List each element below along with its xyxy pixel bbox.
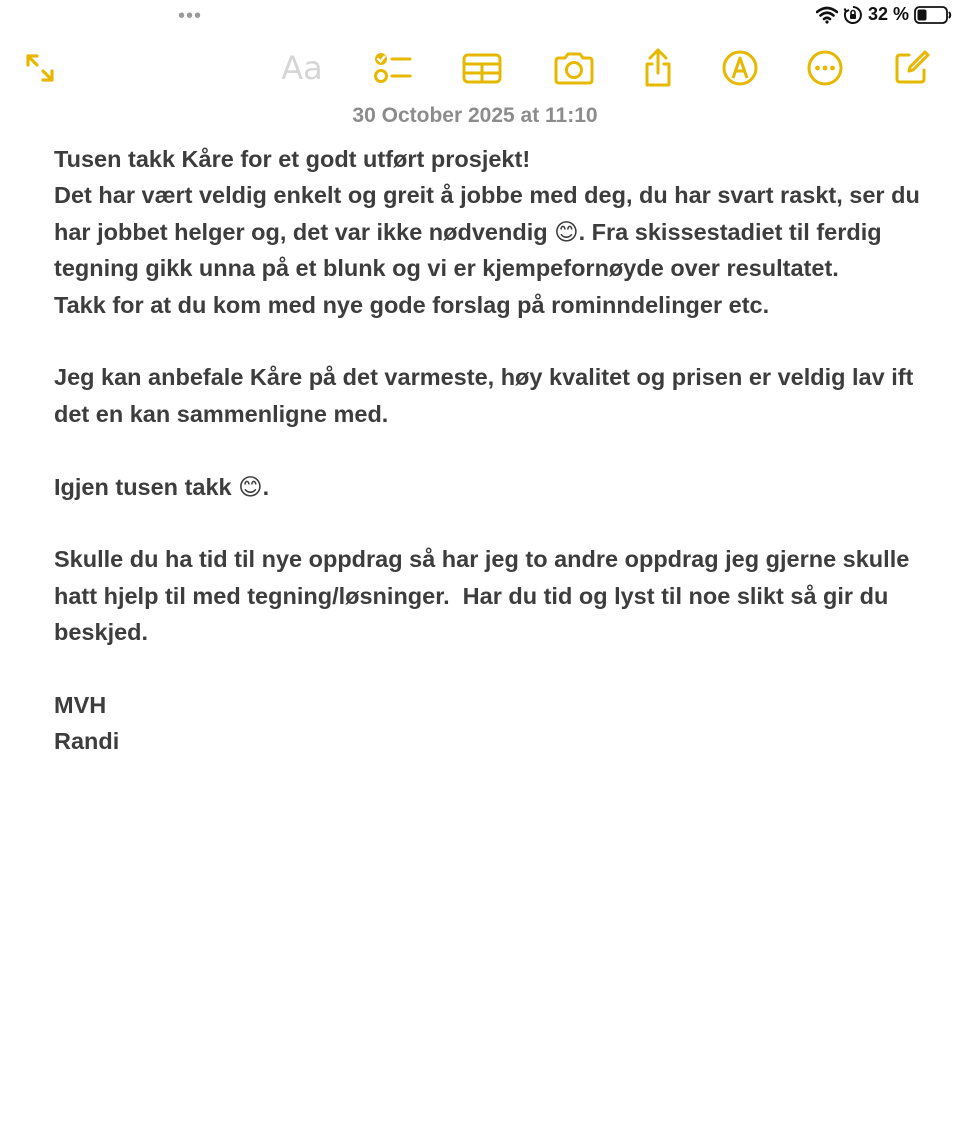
note-line: Skulle du ha tid til nye oppdrag så har jeg to andre oppdrag jeg gjerne skulle hatt hjelp til med tegning/løsninger. Har du tid og lyst til noe slikt så gir du beskjed.: [54, 546, 916, 646]
note-line: Randi: [54, 728, 120, 755]
orientation-lock-icon: [843, 5, 863, 25]
note-line: Takk for at du kom med nye gode forslag på rominndelinger etc.: [54, 291, 770, 318]
note-line: MVH: [54, 692, 107, 719]
markup-pen-icon[interactable]: [719, 44, 761, 92]
note-line: Tusen takk Kåre for et godt utført prosjekt!: [54, 146, 531, 172]
status-bar: [0, 0, 960, 30]
expand-arrows-icon[interactable]: [20, 44, 60, 92]
share-icon[interactable]: [638, 44, 678, 92]
blank-line: [54, 323, 924, 359]
note-line: Det har vært veldig enkelt og greit å jobbe med deg, du har svart raskt, ser du har jobbet helger og, det var ikke nødvendig 😊. Fra skissestadiet til ferdig tegning gikk unna på et blunk og vi er kjempefornøyde over resultatet.: [54, 182, 927, 282]
notes-toolbar: [0, 44, 960, 92]
status-indicators: [816, 4, 952, 25]
more-ellipsis-icon[interactable]: [804, 44, 846, 92]
camera-icon[interactable]: [551, 44, 597, 92]
compose-icon[interactable]: [890, 44, 932, 92]
note-line: Jeg kan anbefale Kåre på det varmeste, høy kvalitet og prisen er veldig lav ift det en kan sammenligne med.: [54, 364, 920, 427]
multitasking-dots-icon[interactable]: •••: [178, 5, 203, 27]
battery-percent: 32 %: [867, 4, 909, 24]
battery-icon: [914, 5, 952, 25]
table-icon[interactable]: [460, 44, 504, 92]
blank-line: [54, 651, 924, 687]
format-text-button[interactable]: Aa: [281, 49, 323, 87]
wifi-icon: [816, 6, 838, 24]
note-date: 30 October 2025 at 11:10: [352, 104, 598, 127]
blank-line: [54, 432, 924, 468]
note-line: Igjen tusen takk 😊.: [54, 473, 270, 500]
note-body[interactable]: [54, 141, 927, 760]
blank-line: [54, 505, 924, 541]
checklist-icon[interactable]: [370, 44, 414, 92]
